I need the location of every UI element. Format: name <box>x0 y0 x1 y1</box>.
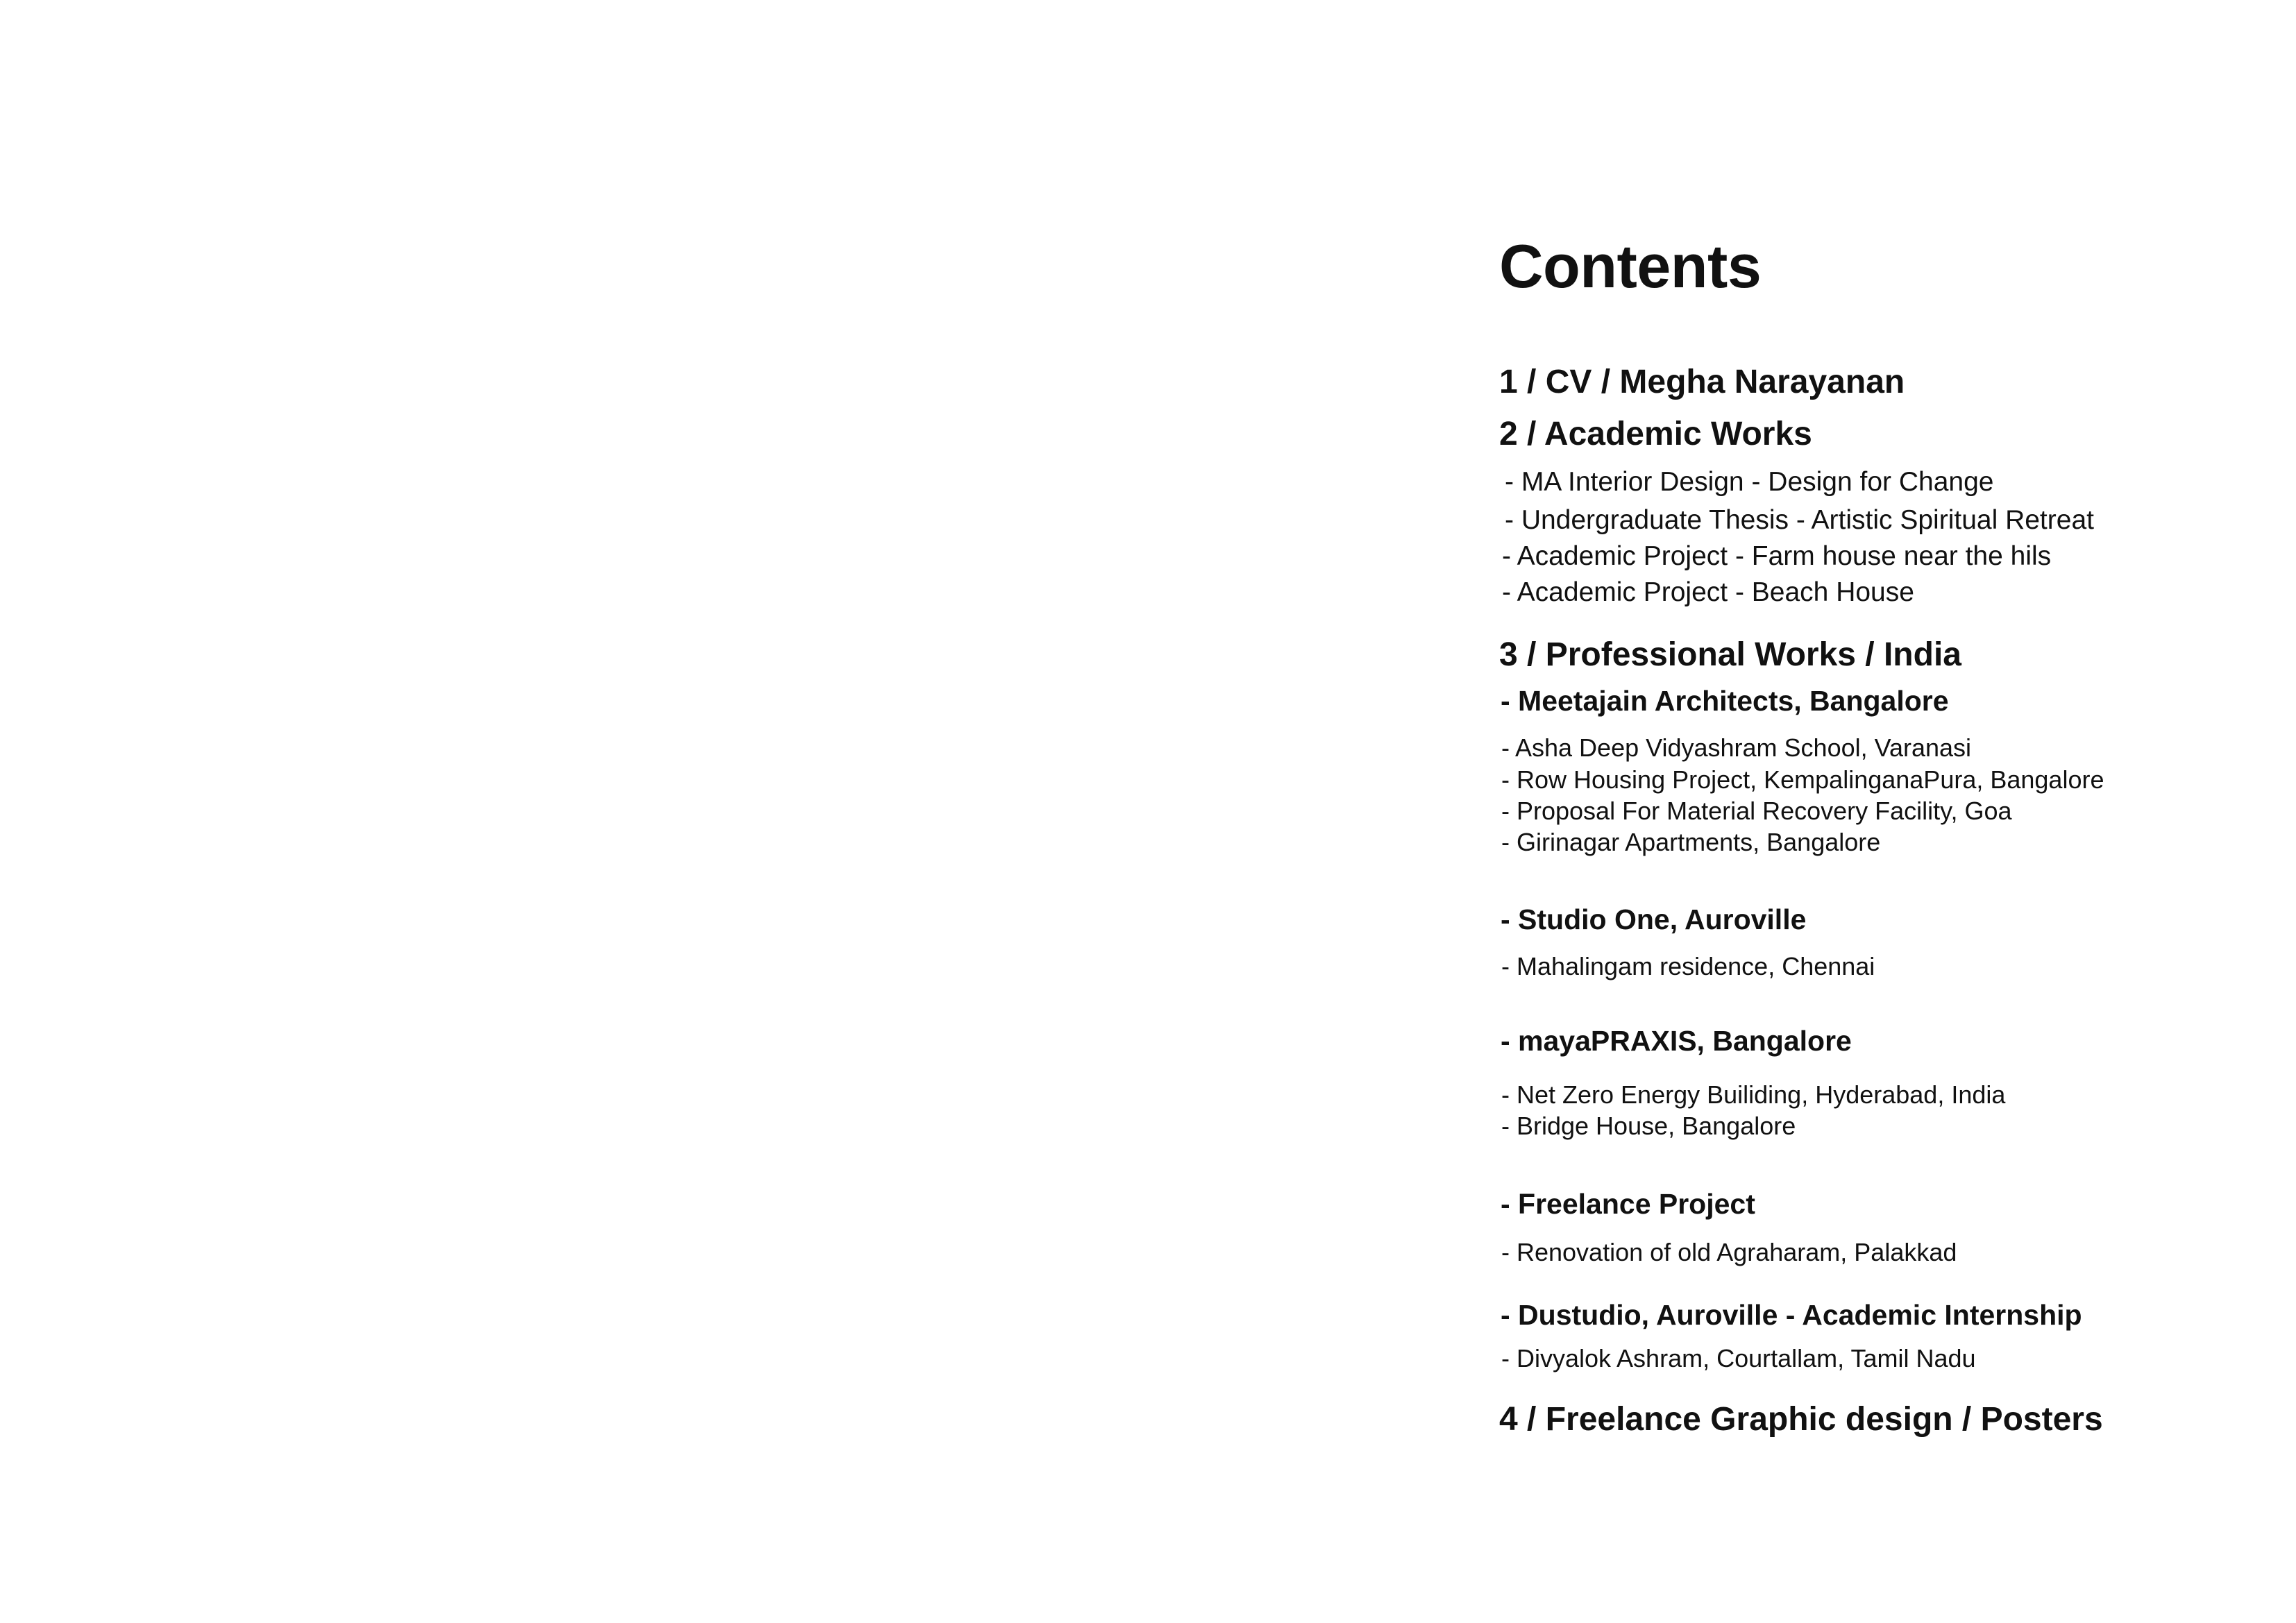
section-academic-heading: 2 / Academic Works <box>1499 416 1812 452</box>
page-title: Contents <box>1499 232 1762 300</box>
project-item: - Row Housing Project, KempalinganaPura, Bangalore <box>1501 765 2104 794</box>
firm-heading: - Freelance Project <box>1501 1188 1755 1220</box>
project-item: - Proposal For Material Recovery Facility, Goa <box>1501 797 2012 825</box>
firm-heading: - Dustudio, Auroville - Academic Internship <box>1501 1299 2082 1331</box>
project-item: - Mahalingam residence, Chennai <box>1501 952 1875 980</box>
academic-item: - Academic Project - Farm house near the hils <box>1502 541 2052 571</box>
academic-item: - Academic Project - Beach House <box>1502 577 1914 607</box>
firm-heading: - mayaPRAXIS, Bangalore <box>1501 1025 1852 1057</box>
project-item: - Renovation of old Agraharam, Palakkad <box>1501 1238 1957 1266</box>
project-item: - Divyalok Ashram, Courtallam, Tamil Nadu <box>1501 1344 1976 1373</box>
project-item: - Net Zero Energy Builiding, Hyderabad, India <box>1501 1080 2006 1109</box>
academic-item: - Undergraduate Thesis - Artistic Spiritual Retreat <box>1505 505 2094 535</box>
project-item: - Bridge House, Bangalore <box>1501 1112 1796 1140</box>
section-professional-heading: 3 / Professional Works / India <box>1499 636 1961 673</box>
section-graphic-heading: 4 / Freelance Graphic design / Posters <box>1499 1401 2103 1438</box>
project-item: - Girinagar Apartments, Bangalore <box>1501 828 1881 856</box>
academic-item: - MA Interior Design - Design for Change <box>1505 467 1994 497</box>
project-item: - Asha Deep Vidyashram School, Varanasi <box>1501 733 1972 762</box>
section-cv-heading: 1 / CV / Megha Narayanan <box>1499 364 1905 400</box>
firm-heading: - Meetajain Architects, Bangalore <box>1501 685 1949 717</box>
firm-heading: - Studio One, Auroville <box>1501 903 1807 935</box>
